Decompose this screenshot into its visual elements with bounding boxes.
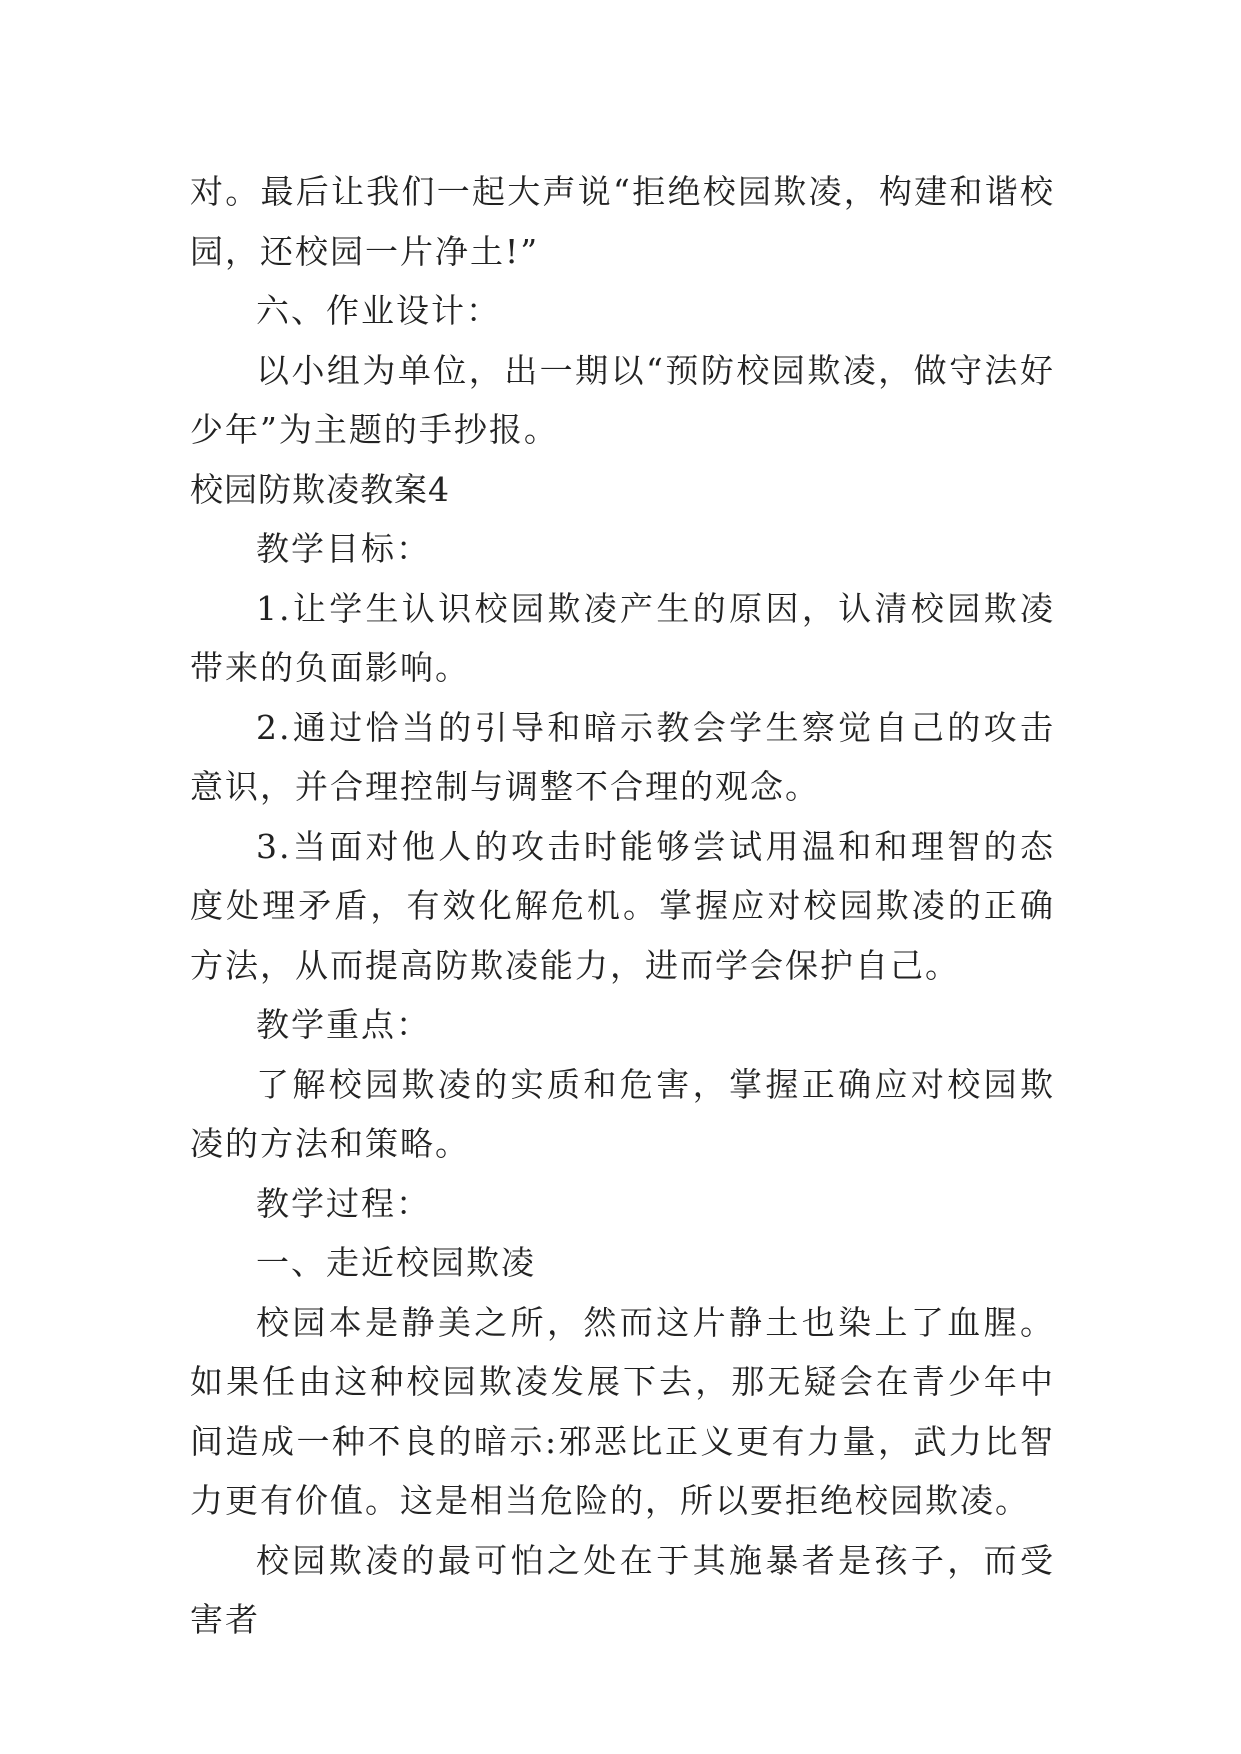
paragraph-danger: 校园欺凌的最可怕之处在于其施暴者是孩子，而受害者 <box>190 1540 1055 1639</box>
section-heading-key-points: 教学重点： <box>256 1005 431 1044</box>
objective-item-1: 1.让学生认识校园欺凌产生的原因，认清校园欺凌带来的负面影响。 <box>190 588 1055 687</box>
objective-item-2: 2.通过恰当的引导和暗示教会学生察觉自己的攻击意识，并合理控制与调整不合理的观念。 <box>190 707 1055 806</box>
paragraph-continuation: 对。最后让我们一起大声说“拒绝校园欺凌，构建和谐校园，还校园一片净土!” <box>190 172 1055 271</box>
subsection-heading-approach: 一、走近校园欺凌 <box>256 1243 536 1282</box>
document-body <box>190 162 1055 1650</box>
lesson-plan-title: 校园防欺凌教案4 <box>190 469 450 509</box>
paragraph-approach: 校园本是静美之所，然而这片静土也染上了血腥。如果任由这种校园欺凌发展下去，那无疑会在青少年中间造成一种不良的暗示:邪恶比正义更有力量，武力比智力更有价值。这是相当危险的，所以要拒绝校园欺凌。 <box>190 1302 1055 1520</box>
paragraph-homework: 以小组为单位，出一期以“预防校园欺凌，做守法好少年”为主题的手抄报。 <box>190 350 1055 449</box>
section-heading-homework: 六、作业设计： <box>256 291 501 330</box>
objective-item-3: 3.当面对他人的攻击时能够尝试用温和和理智的态度处理矛盾，有效化解危机。掌握应对校园欺凌的正确方法，从而提高防欺凌能力，进而学会保护自己。 <box>190 826 1055 985</box>
section-heading-process: 教学过程： <box>256 1183 431 1223</box>
paragraph-key-points: 了解校园欺凌的实质和危害，掌握正确应对校园欺凌的方法和策略。 <box>190 1064 1055 1163</box>
section-heading-objectives: 教学目标： <box>256 529 431 568</box>
